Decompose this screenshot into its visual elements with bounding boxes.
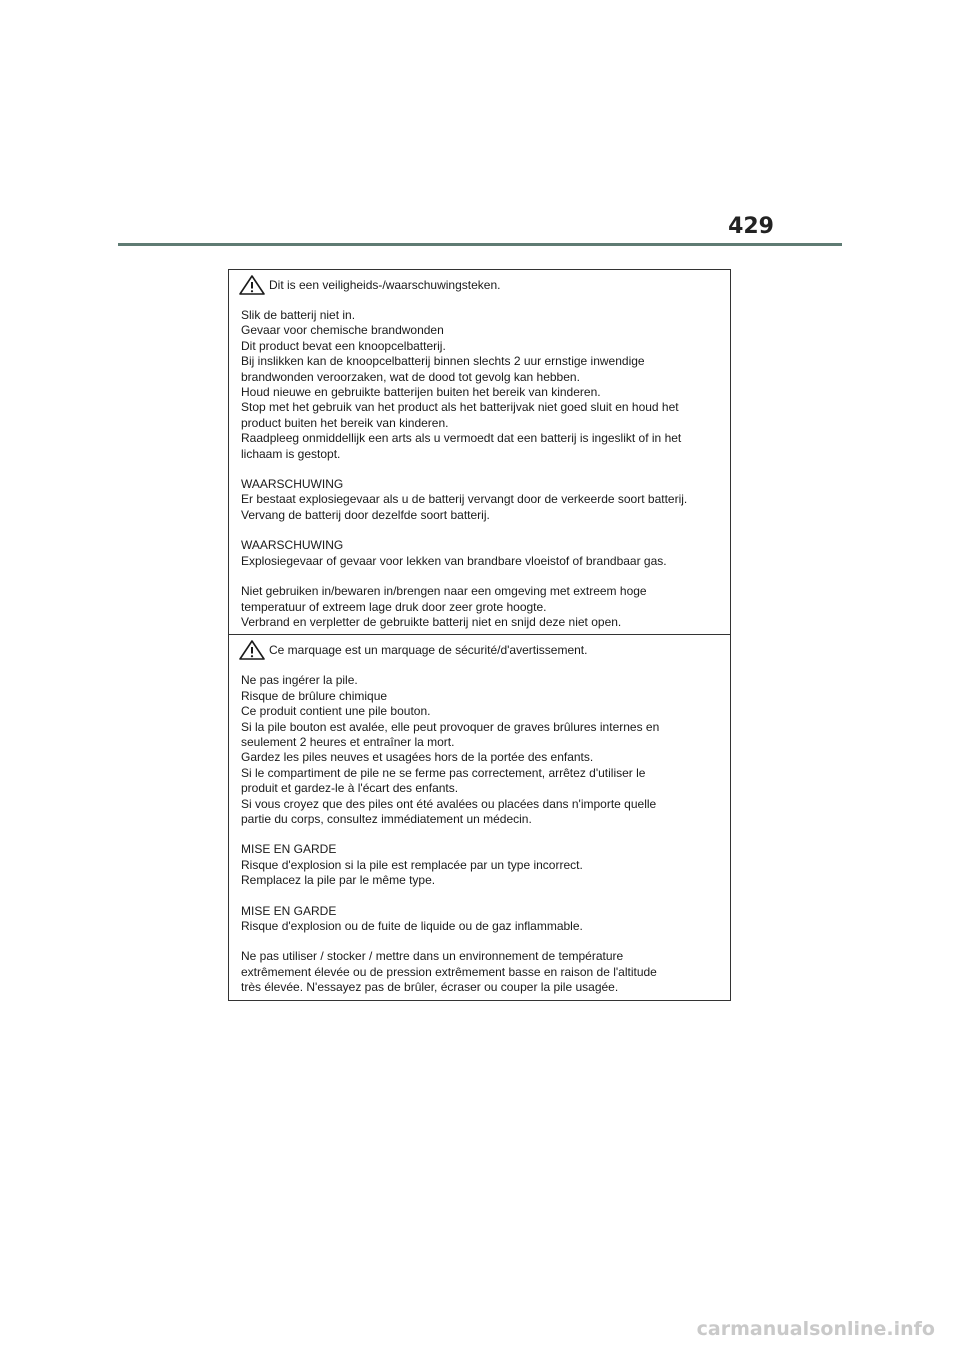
- text-line: Niet gebruiken in/bewaren in/brengen naar een omgeving met extreem hoge: [241, 584, 647, 599]
- text-line: MISE EN GARDE: [241, 842, 337, 857]
- text-paragraph: [241, 673, 722, 827]
- warning-triangle-icon: [239, 275, 265, 295]
- text-line: Vervang de batterij door dezelfde soort batterij.: [241, 507, 490, 522]
- header-rule: [118, 243, 842, 246]
- text-line: Ne pas ingérer la pile.: [241, 673, 358, 688]
- text-paragraph: [241, 477, 722, 523]
- text-line: seulement 2 heures et entraîner la mort.: [241, 734, 455, 749]
- section-heading: Ce marquage est un marquage de sécurité/d'avertissement.: [269, 642, 588, 657]
- text-line: lichaam is gestopt.: [241, 446, 341, 461]
- text-line: product buiten het bereik van kinderen.: [241, 415, 449, 430]
- text-paragraph: [241, 308, 722, 462]
- text-line: Gardez les piles neuves et usagées hors de la portée des enfants.: [241, 750, 594, 765]
- text-line: extrêmement élevée ou de pression extrêmement basse en raison de l'altitude: [241, 964, 657, 979]
- section-header: [241, 276, 722, 294]
- text-line: Risque d'explosion si la pile est remplacée par un type incorrect.: [241, 857, 583, 872]
- notice-section-french: [229, 634, 730, 999]
- text-line: partie du corps, consultez immédiatement un médecin.: [241, 811, 532, 826]
- text-paragraph: [241, 949, 722, 995]
- text-paragraph: [241, 584, 722, 630]
- text-line: Si vous croyez que des piles ont été avalées ou placées dans n'importe quelle: [241, 796, 657, 811]
- text-line: Dit product bevat een knoopcelbatterij.: [241, 338, 446, 353]
- text-line: Risque de brûlure chimique: [241, 688, 388, 703]
- text-line: WAARSCHUWING: [241, 538, 344, 553]
- watermark: carmanualsonline.info: [696, 1318, 935, 1340]
- text-line: temperatuur of extreem lage druk door zeer grote hoogte.: [241, 599, 547, 614]
- text-line: Ne pas utiliser / stocker / mettre dans un environnement de température: [241, 949, 624, 964]
- text-line: très élevée. N'essayez pas de brûler, écraser ou couper la pile usagée.: [241, 980, 619, 995]
- text-paragraph: [241, 842, 722, 888]
- text-line: WAARSCHUWING: [241, 477, 344, 492]
- text-line: Si la pile bouton est avalée, elle peut provoquer de graves brûlures internes en: [241, 719, 660, 734]
- text-line: produit et gardez-le à l'écart des enfants.: [241, 781, 459, 796]
- section-heading: Dit is een veiligheids-/waarschuwingsteken.: [269, 277, 501, 292]
- text-line: Stop met het gebruik van het product als het batterijvak niet goed sluit en houd het: [241, 400, 679, 415]
- warning-triangle-icon: [239, 640, 265, 660]
- text-line: Verbrand en verpletter de gebruikte batterij niet en snijd deze niet open.: [241, 614, 622, 629]
- text-line: Bij inslikken kan de knoopcelbatterij binnen slechts 2 uur ernstige inwendige: [241, 354, 645, 369]
- text-line: MISE EN GARDE: [241, 903, 337, 918]
- text-paragraph: [241, 538, 722, 569]
- text-line: Remplacez la pile par le même type.: [241, 873, 436, 888]
- text-line: Er bestaat explosiegevaar als u de batterij vervangt door de verkeerde soort batterij.: [241, 492, 688, 507]
- text-line: Slik de batterij niet in.: [241, 308, 356, 322]
- text-line: Ce produit contient une pile bouton.: [241, 704, 431, 719]
- text-line: brandwonden veroorzaken, wat de dood tot gevolg kan hebben.: [241, 369, 580, 384]
- text-line: Explosiegevaar of gevaar voor lekken van brandbare vloeistof of brandbaar gas.: [241, 553, 667, 568]
- notice-box: [228, 269, 731, 1001]
- notice-section-dutch: [229, 270, 730, 634]
- text-paragraph: [241, 904, 722, 935]
- text-line: Gevaar voor chemische brandwonden: [241, 323, 444, 338]
- text-line: Houd nieuwe en gebruikte batterijen buiten het bereik van kinderen.: [241, 385, 601, 400]
- text-line: Si le compartiment de pile ne se ferme pas correctement, arrêtez d'utiliser le: [241, 765, 646, 780]
- text-line: Risque d'explosion ou de fuite de liquide ou de gaz inflammable.: [241, 919, 583, 933]
- section-header: [241, 641, 722, 659]
- text-line: Raadpleeg onmiddellijk een arts als u vermoedt dat een batterij is ingeslikt of in het: [241, 431, 682, 446]
- page-number: 429: [728, 214, 774, 239]
